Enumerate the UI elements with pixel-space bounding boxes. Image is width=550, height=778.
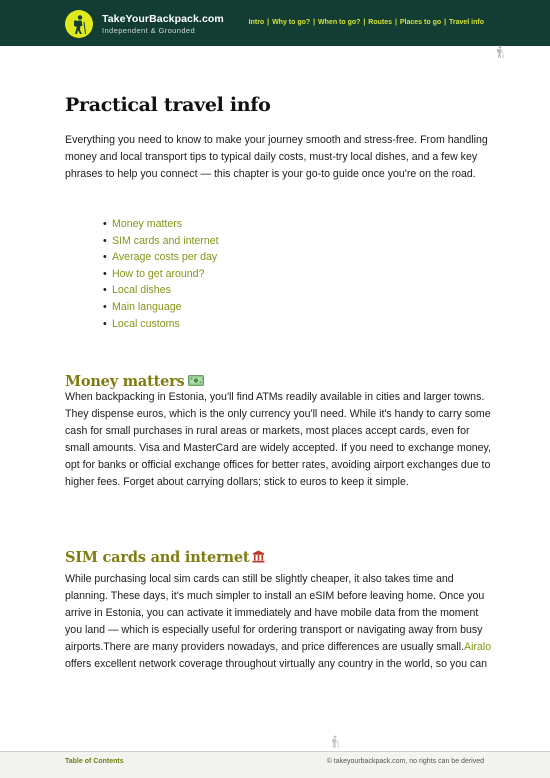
list-item: • Average costs per day — [103, 251, 218, 264]
table-of-contents-link[interactable]: Table of Contents — [65, 758, 124, 765]
nav-routes[interactable]: Routes — [368, 19, 393, 26]
section-heading-money — [65, 373, 204, 390]
money-paragraph: When backpacking in Estonia, you'll find ATMs readily available in cities and larger towns. They dispense euros, which is the only currency you'll need. While it's handy to carry some cash for small purchases in rural areas or markets, most places accept cards, even for small amounts. Visa and MasterCard are widely accepted. If you need to exchange money, opt for banks or official exchange offices for better rates, avoiding airport exchanges due to higher fees. Forget about carrying dollars; stick to euros to keep it simple. — [65, 391, 491, 488]
hiker-icon — [494, 45, 505, 64]
nav-intro[interactable]: Intro — [248, 19, 265, 26]
toc-link-get-around[interactable]: How to get around? — [112, 267, 205, 280]
nav-places-to-go[interactable]: Places to go — [399, 19, 442, 26]
toc-link-sim-cards[interactable]: SIM cards and internet — [112, 234, 219, 247]
section-heading-sim — [65, 549, 265, 566]
money-emoji-icon — [188, 374, 204, 387]
toc-link-main-language[interactable]: Main language — [112, 300, 182, 313]
nav-when-to-go[interactable]: When to go? — [318, 19, 361, 26]
toc-link-average-costs[interactable]: Average costs per day — [112, 251, 218, 264]
airalo-link[interactable]: Airalo — [464, 641, 492, 653]
section-heading-sim-text: SIM cards and internet — [65, 549, 250, 566]
top-navigation: Intro | Why to go? | When to go? | Routes | Places to go | Travel info — [248, 19, 484, 26]
list-item: • Local customs — [103, 317, 180, 330]
brand-tagline: Independent & Grounded — [102, 26, 196, 35]
sim-paragraph-text: While purchasing local sim cards can still be slightly cheaper, it also takes time and planning. These days, it's much simpler to install an eSIM before leaving home. Once you arrive in Estonia, you can activate it immediately and have mobile data from the moment you land — which is especially useful for ordering transport or navigating away from busy airports.There are many providers nowadays, and price differences are usually small. — [65, 573, 485, 653]
footer-divider — [0, 751, 550, 752]
section-heading-money-text: Money matters — [65, 373, 185, 390]
sim-paragraph — [65, 571, 495, 673]
toc-link-local-dishes[interactable]: Local dishes — [112, 284, 171, 297]
list-item: • Money matters — [103, 218, 183, 230]
sim-paragraph-text-continued: offers excellent network coverage throughout virtually any country in the world, so you can — [65, 658, 488, 670]
chapter-contents-list — [103, 216, 219, 332]
page-header — [0, 0, 550, 46]
list-item: • How to get around? — [103, 267, 205, 280]
nav-why-to-go[interactable]: Why to go? — [272, 19, 311, 26]
list-item: • Main language — [103, 300, 182, 313]
toc-link-local-customs[interactable]: Local customs — [112, 317, 180, 330]
intro-paragraph: Everything you need to know to make your journey smooth and stress-free. From handling money and local transport tips to typical daily costs, must-try local dishes, and a few key phrases to help you connect — this chapter is your go-to guide once you're on the road. — [65, 134, 488, 180]
copyright-notice: © takeyourbackpack.com, no rights can be derived — [326, 758, 484, 765]
nav-travel-info[interactable]: Travel info — [448, 19, 484, 26]
hiker-logo-icon[interactable] — [65, 10, 93, 38]
page-title: Practical travel info — [65, 94, 271, 116]
toc-link-money-matters[interactable]: Money matters — [112, 218, 183, 230]
bank-emoji-icon — [252, 550, 265, 563]
list-item: • Local dishes — [103, 284, 171, 297]
list-item: • SIM cards and internet — [103, 234, 219, 247]
brand-name: TakeYourBackpack.com — [102, 13, 224, 25]
